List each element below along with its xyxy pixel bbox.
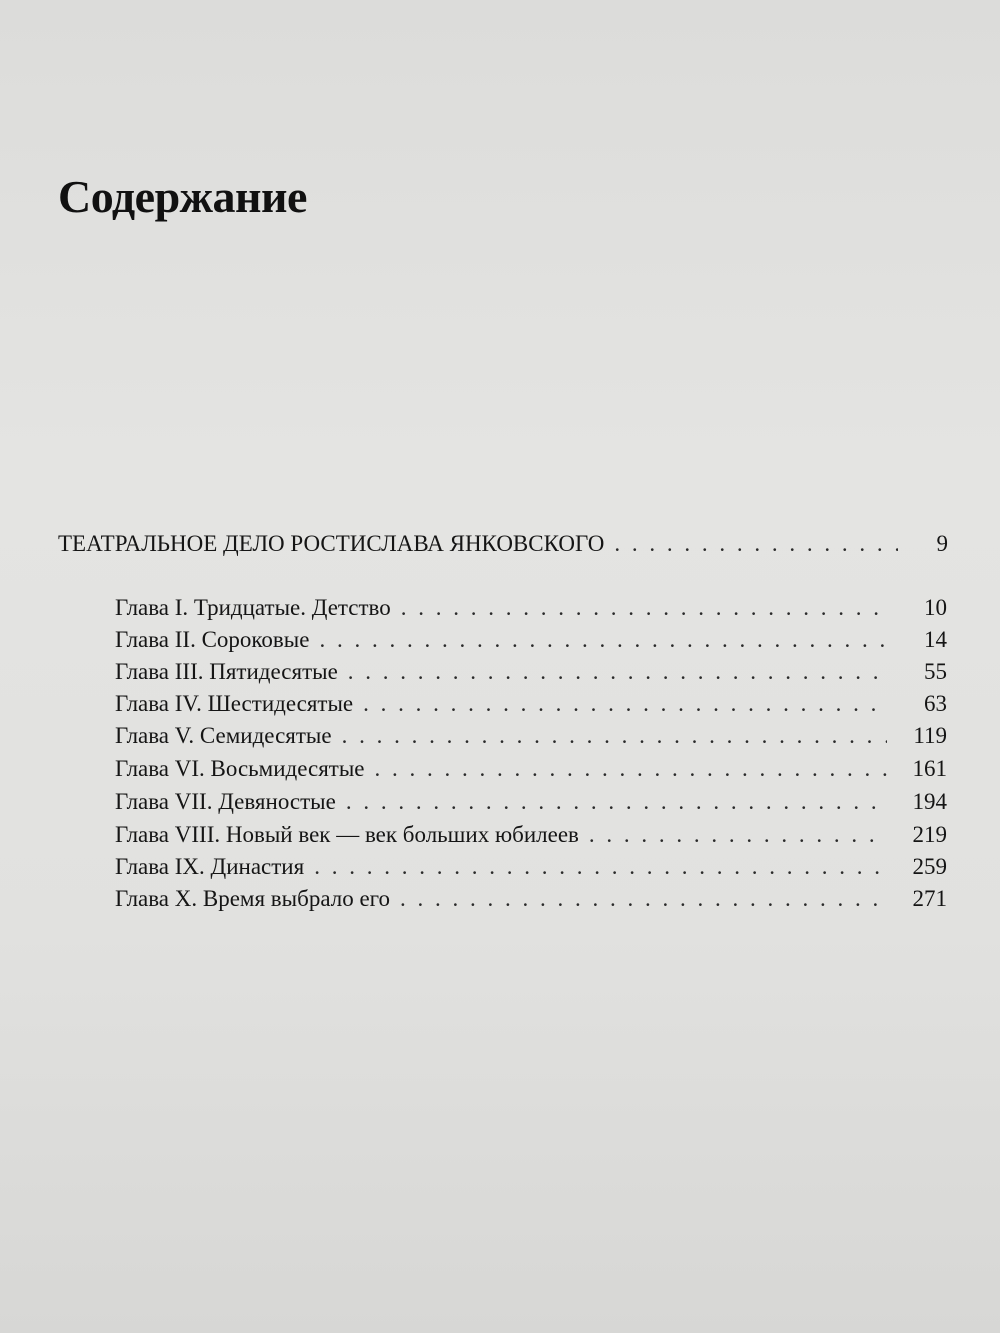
toc-entry-label: Глава X. Время выбрало его	[115, 886, 391, 911]
toc-page-number: 14	[924, 627, 947, 652]
toc-chapter-row	[115, 789, 947, 815]
dot-leader	[614, 531, 898, 557]
toc-entry-label: Глава II. Сороковые	[115, 627, 310, 652]
toc-entry-label: Глава IX. Династия	[115, 854, 305, 879]
toc-entry-label: Глава IV. Шестидесятые	[115, 691, 354, 716]
toc-chapter-row	[115, 822, 947, 848]
dot-leader	[400, 886, 887, 912]
toc-entry-label: Глава VII. Девяностые	[115, 789, 336, 814]
toc-chapter-row	[115, 886, 947, 912]
dot-leader	[363, 691, 887, 717]
toc-page-number: 161	[912, 756, 947, 781]
dot-leader	[314, 854, 887, 880]
toc-chapter-row	[115, 723, 947, 749]
toc-page-number: 194	[912, 789, 947, 814]
toc-page-number: 9	[936, 531, 948, 556]
toc-page-number: 271	[912, 886, 947, 911]
dot-leader	[375, 756, 888, 782]
toc-chapter-row	[115, 627, 947, 653]
toc-page-number: 63	[924, 691, 947, 716]
toc-entry-label: Глава I. Тридцатые. Детство	[115, 595, 391, 620]
toc-page-number: 55	[924, 659, 947, 684]
toc-entry-label: ТЕАТРАЛЬНОЕ ДЕЛО РОСТИСЛАВА ЯНКОВСКОГО	[58, 531, 605, 556]
toc-chapter-row	[115, 854, 947, 880]
dot-leader	[342, 723, 887, 749]
toc-entry-label: Глава V. Семидесятые	[115, 723, 332, 748]
dot-leader	[589, 822, 887, 848]
toc-entry-label: Глава III. Пятидесятые	[115, 659, 338, 684]
dot-leader	[348, 659, 887, 685]
toc-page-number: 119	[913, 723, 947, 748]
dot-leader	[319, 627, 887, 653]
dot-leader	[346, 789, 887, 815]
toc-chapter-row	[115, 595, 947, 621]
page-title: Содержание	[58, 171, 307, 222]
toc-page-number: 259	[912, 854, 947, 879]
dot-leader	[401, 595, 887, 621]
toc-chapter-row	[115, 659, 947, 685]
toc-chapter-row	[115, 691, 947, 717]
toc-entry-label: Глава VIII. Новый век — век больших юбилеев	[115, 822, 579, 847]
toc-page-number: 219	[912, 822, 947, 847]
toc-chapter-row	[115, 756, 947, 782]
toc-entry-label: Глава VI. Восьмидесятые	[115, 756, 365, 781]
toc-page-number: 10	[924, 595, 947, 620]
toc-main-entry	[58, 531, 948, 557]
